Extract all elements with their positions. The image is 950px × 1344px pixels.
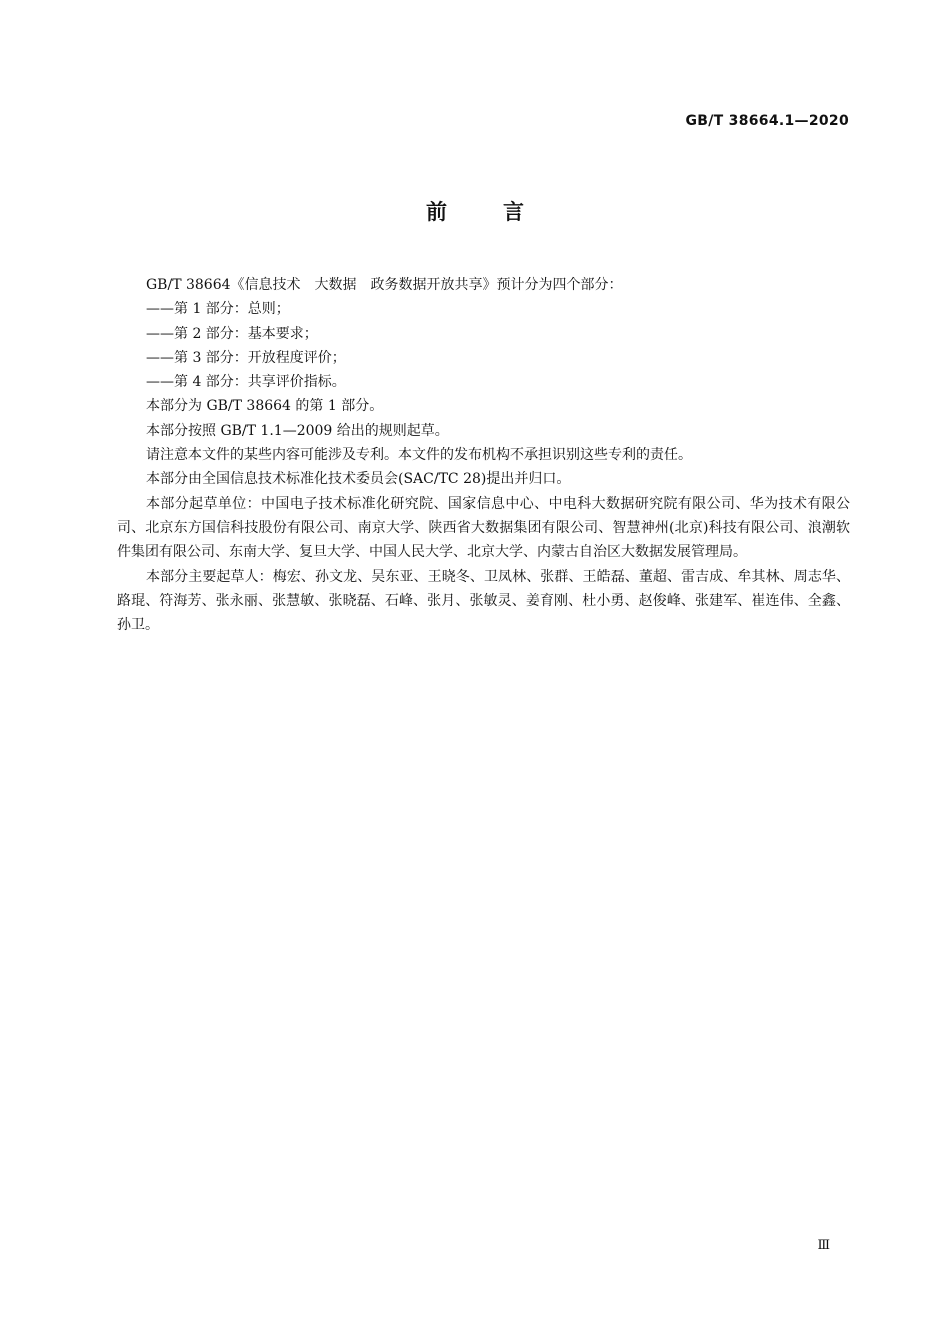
paragraph-drafters: 本部分主要起草人：梅宏、孙文龙、吴东亚、王晓冬、卫凤林、张群、王皓磊、董超、雷吉成、牟其林、周志华、路琨、符海芳、张永丽、张慧敏、张晓磊、石峰、张月、张敏灵、姜育刚、杜小勇、赵俊峰、张建军、崔连伟、全鑫、孙卫。 — [117, 568, 850, 634]
page-number: Ⅲ — [817, 1238, 830, 1253]
paragraph-drafting-units: 本部分起草单位：中国电子技术标准化研究院、国家信息中心、中电科大数据研究院有限公司、华为技术有限公司、北京东方国信科技股份有限公司、南京大学、陕西省大数据集团有限公司、智慧神州(北京)科技有限公司、浪潮软件集团有限公司、东南大学、复旦大学、中国人民大学、北京大学、内蒙古自治区大数据发展管理局。 — [117, 495, 850, 561]
paragraph-drafting-rules: 本部分按照 GB/T 1.1—2009 给出的规则起草。 — [146, 422, 449, 439]
paragraph-proposer: 本部分由全国信息技术标准化技术委员会(SAC/TC 28)提出并归口。 — [146, 471, 571, 488]
page-title — [0, 196, 950, 226]
list-item-part-3: ——第 3 部分：开放程度评价； — [146, 349, 346, 366]
paragraph-patent-notice: 请注意本文件的某些内容可能涉及专利。本文件的发布机构不承担识别这些专利的责任。 — [146, 447, 692, 464]
title-char-2: 言 — [503, 200, 524, 224]
standard-code: GB/T 38664.1—2020 — [685, 113, 849, 129]
foreword-body — [117, 273, 850, 637]
list-item-part-4: ——第 4 部分：共享评价指标。 — [146, 374, 346, 391]
title-char-1: 前 — [426, 200, 447, 224]
paragraph-part-statement: 本部分为 GB/T 38664 的第 1 部分。 — [146, 398, 384, 415]
list-item-part-2: ——第 2 部分：基本要求； — [146, 325, 318, 342]
paragraph-series-intro: GB/T 38664《信息技术 大数据 政务数据开放共享》预计分为四个部分： — [146, 277, 623, 293]
list-item-part-1: ——第 1 部分：总则； — [146, 301, 290, 318]
